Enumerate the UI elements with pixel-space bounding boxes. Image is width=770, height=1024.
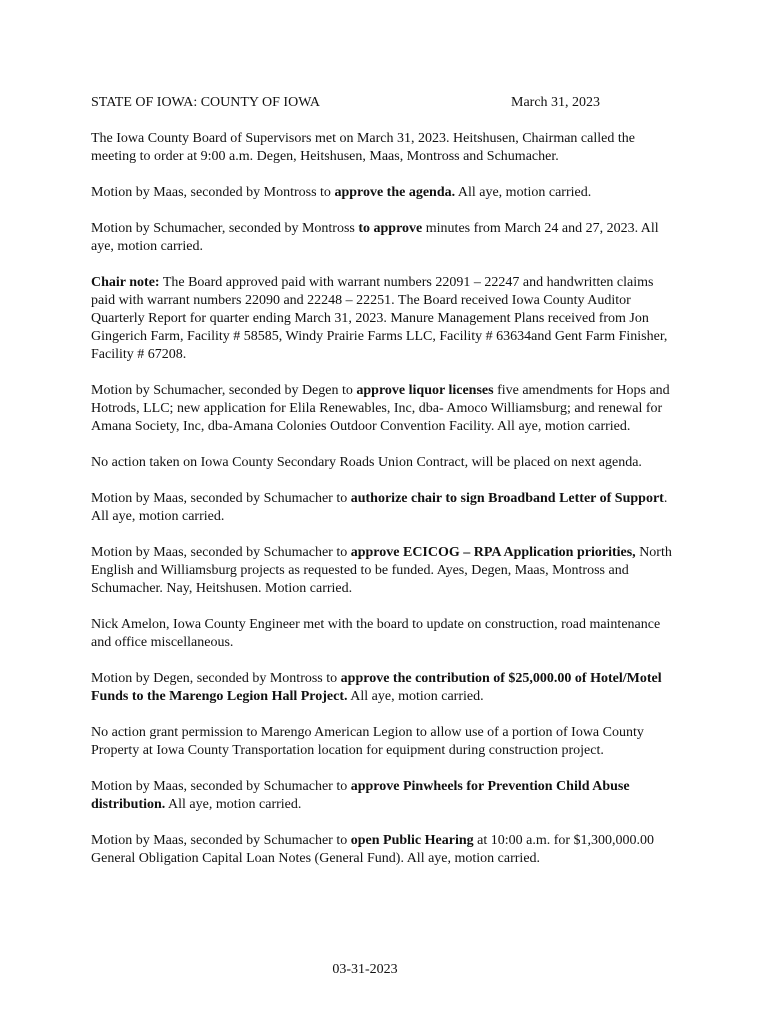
motion-action-text: authorize chair to sign Broadband Letter of Support xyxy=(350,491,664,506)
paragraph-text: Motion by Degen, seconded by Montross to xyxy=(91,671,341,686)
motion-action-text: approve liquor licenses xyxy=(356,383,494,398)
paragraph-text: All aye, motion carried. xyxy=(165,797,302,812)
paragraph-text: No action taken on Iowa County Secondary Roads Union Contract, will be placed on next agenda. xyxy=(91,455,642,470)
minutes-paragraph xyxy=(91,778,681,814)
meeting-date: March 31, 2023 xyxy=(511,95,601,110)
motion-action-text: approve the contribution of $25,000.00 of Hotel/Motel Funds to the Marengo Legion Hall Project. xyxy=(91,671,662,704)
paragraph-text: minutes from March 24 and 27, 2023. All aye, motion carried. xyxy=(91,221,659,254)
paragraph-text: Motion by Schumacher, seconded by Degen to xyxy=(91,383,357,398)
motion-action-text: Chair note: xyxy=(91,275,160,290)
paragraph-text: Motion by Schumacher, seconded by Montross xyxy=(91,221,359,236)
paragraph-text: No action grant permission to Marengo American Legion to allow use of a portion of Iowa County Property at Iowa County Transportation location for equipment during construction project. xyxy=(91,725,644,758)
state-county-heading: STATE OF IOWA: COUNTY OF IOWA xyxy=(91,95,320,110)
motion-action-text: to approve xyxy=(358,221,423,236)
paragraph-text: All aye, motion carried. xyxy=(347,689,484,704)
paragraph-text: Motion by Maas, seconded by Schumacher to xyxy=(91,491,351,506)
minutes-paragraph xyxy=(91,220,681,256)
minutes-paragraph xyxy=(91,184,681,202)
motion-action-text: approve ECICOG – RPA Application priorities, xyxy=(350,545,636,560)
page-footer-date: 03-31-2023 xyxy=(332,962,398,977)
minutes-paragraph xyxy=(91,130,681,166)
minutes-paragraph xyxy=(91,832,681,868)
minutes-paragraph xyxy=(91,544,681,598)
paragraph-text: The Iowa County Board of Supervisors met on March 31, 2023. Heitshusen, Chairman called the meeting to order at 9:00 a.m. Degen, Heitshusen, Maas, Montross and Schumacher. xyxy=(91,131,635,164)
paragraph-text: North English and Williamsburg projects as requested to be funded. Ayes, Degen, Maas, Montross and Schumacher. Nay, Heitshusen. Motion carried. xyxy=(91,545,672,596)
minutes-body xyxy=(91,130,681,868)
document-header xyxy=(91,94,681,112)
minutes-page xyxy=(91,94,681,886)
paragraph-text: All aye, motion carried. xyxy=(455,185,592,200)
minutes-paragraph xyxy=(91,616,681,652)
minutes-paragraph xyxy=(91,454,681,472)
paragraph-text: The Board approved paid with warrant numbers 22091 – 22247 and handwritten claims paid with warrant numbers 22090 and 22248 – 22251. The Board received Iowa County Auditor Quarterly Report for quarter ending March 31, 2023. Manure Management Plans received from Jon Gingerich Farm, Facility # 58585, Windy Prairie Farms LLC, Facility # 63634and Gent Farm Finisher, Facility # 67208. xyxy=(91,275,668,362)
paragraph-text: five amendments for Hops and Hotrods, LLC; new application for Elila Renewables, Inc, dba- Amoco Williamsburg; and renewal for Amana Society, Inc, dba-Amana Colonies Outdoor Convention Facility. All aye, motion carried. xyxy=(91,383,670,434)
paragraph-text: Motion by Maas, seconded by Schumacher to xyxy=(91,833,351,848)
minutes-paragraph xyxy=(91,382,681,436)
minutes-paragraph xyxy=(91,274,681,364)
paragraph-text: . All aye, motion carried. xyxy=(91,491,668,524)
paragraph-text: at 10:00 a.m. for $1,300,000.00 General Obligation Capital Loan Notes (General Fund). All aye, motion carried. xyxy=(91,833,655,866)
minutes-paragraph xyxy=(91,670,681,706)
motion-action-text: approve the agenda. xyxy=(334,185,456,200)
paragraph-text: Motion by Maas, seconded by Montross to xyxy=(91,185,335,200)
motion-action-text: approve Pinwheels for Prevention Child Abuse distribution. xyxy=(91,779,630,812)
paragraph-text: Nick Amelon, Iowa County Engineer met with the board to update on construction, road maintenance and office miscellaneous. xyxy=(91,617,661,650)
paragraph-text: Motion by Maas, seconded by Schumacher to xyxy=(91,545,351,560)
motion-action-text: open Public Hearing xyxy=(350,833,474,848)
minutes-paragraph xyxy=(91,490,681,526)
paragraph-text: Motion by Maas, seconded by Schumacher to xyxy=(91,779,351,794)
minutes-paragraph xyxy=(91,724,681,760)
